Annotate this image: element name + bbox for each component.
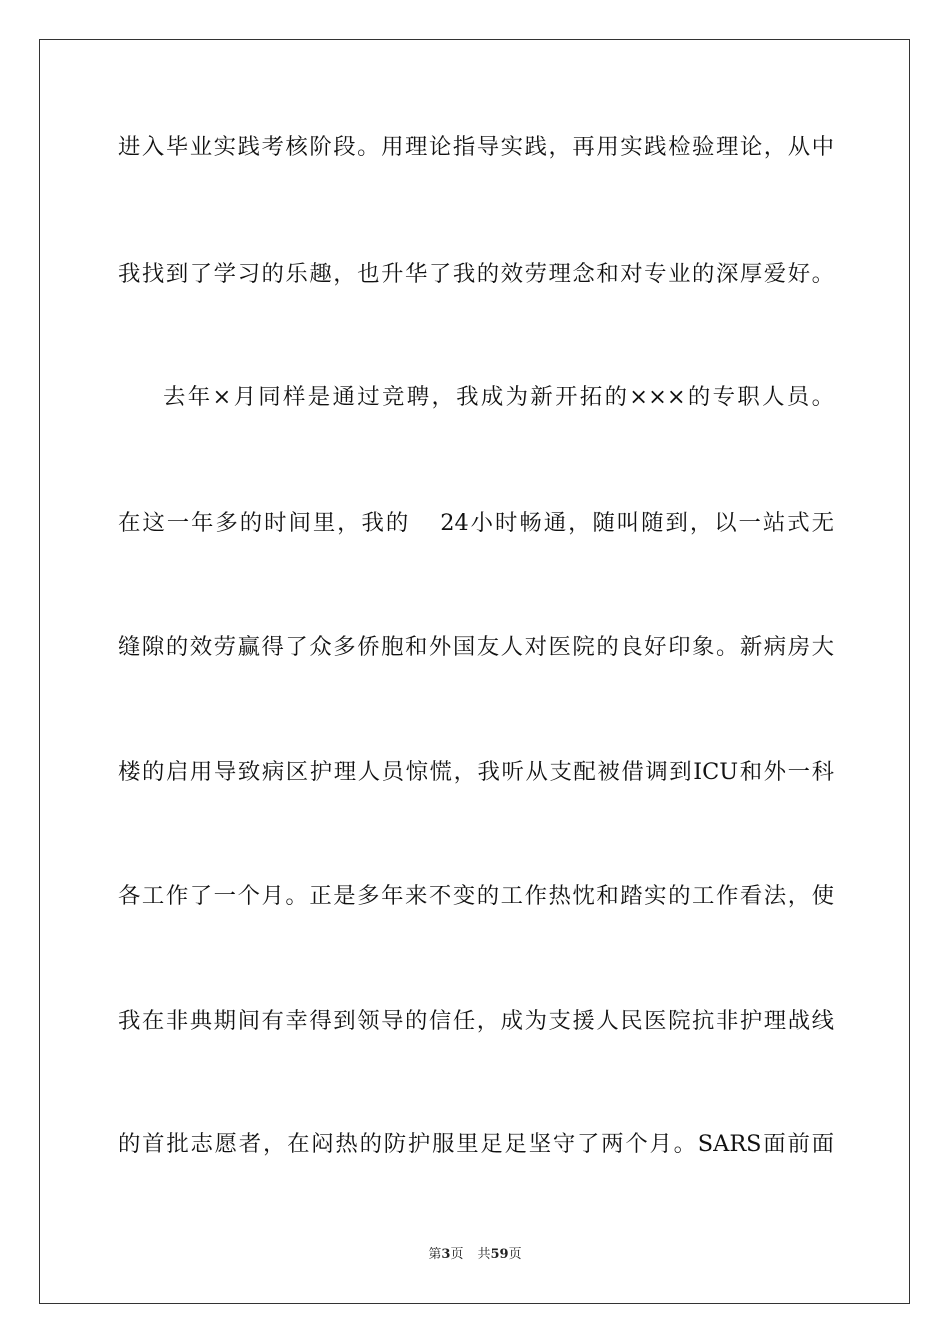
paragraph-line-5: 缝隙的效劳赢得了众多侨胞和外国友人对医院的良好印象。新病房大: [118, 634, 834, 660]
paragraph-line-1: 进入毕业实践考核阶段。用理论指导实践，再用实践检验理论，从中: [118, 134, 834, 160]
paragraph-line-4: [118, 508, 834, 538]
paragraph-line-2: 我找到了学习的乐趣，也升华了我的效劳理念和对专业的深厚爱好。: [118, 261, 834, 287]
paragraph-line-8: 我在非典期间有幸得到领导的信任，成为支援人民医院抗非护理战线: [118, 1008, 834, 1034]
page-footer: [0, 1247, 950, 1263]
line-4-part-b: 24小时畅通，随叫随到，以一站式无: [440, 510, 835, 536]
page-prefix: 第: [428, 1247, 442, 1262]
total-suffix: 页: [508, 1247, 522, 1262]
current-page-number: 3: [441, 1247, 451, 1262]
total-prefix: 共: [477, 1247, 491, 1262]
paragraph-line-9: 的首批志愿者，在闷热的防护服里足足坚守了两个月。SARS面前面: [118, 1131, 834, 1157]
paragraph-line-3: 去年×月同样是通过竞聘，我成为新开拓的×××的专职人员。: [163, 384, 834, 410]
line-4-part-a: 在这一年多的时间里，我的: [118, 510, 411, 536]
total-pages-number: 59: [490, 1247, 509, 1262]
paragraph-line-7: 各工作了一个月。正是多年来不变的工作热忱和踏实的工作看法，使: [118, 883, 834, 909]
page-suffix: 页: [450, 1247, 464, 1262]
page-border: [39, 39, 910, 1304]
paragraph-line-6: 楼的启用导致病区护理人员惊慌，我听从支配被借调到ICU和外一科: [118, 759, 834, 785]
